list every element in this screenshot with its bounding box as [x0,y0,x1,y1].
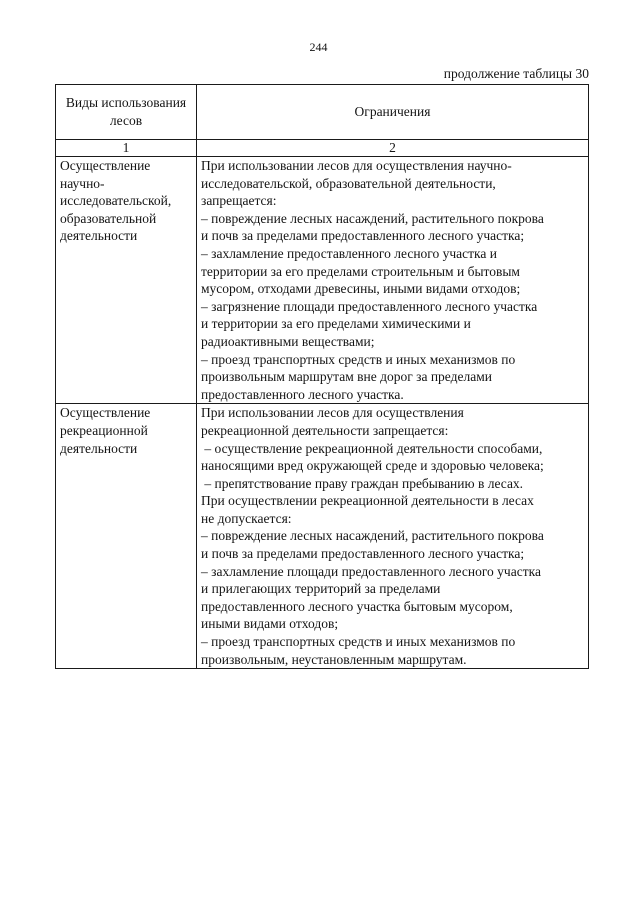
column-number-row [56,140,589,157]
restriction-line: и территории за его пределами химическими и [201,316,471,332]
forest-use-type-line: рекреационной [60,422,148,438]
table-row [56,404,589,669]
restriction-line: При использовании лесов для осуществления научно- [201,158,512,173]
restrictions-cell [197,157,589,404]
page-number: 244 [309,40,328,54]
forest-use-type-line: деятельности [60,440,138,456]
restriction-line: – захламление предоставленного лесного участка и [201,245,497,261]
forest-use-type-line: Осуществление [60,158,151,173]
restriction-line: – захламление площади предоставленного лесного участка [201,563,541,579]
column-number-2: 2 [197,140,589,157]
forest-use-type-line: деятельности [60,228,138,244]
restriction-line: – повреждение лесных насаждений, растительного покрова [201,528,544,544]
restriction-line: радиоактивными веществами; [201,333,375,349]
restriction-line: наносящими вред окружающей среде и здоровью человека; [201,458,544,474]
column-number-1: 1 [56,140,197,157]
restriction-line: произвольным, неустановленным маршрутам. [201,651,467,667]
restriction-line: и почв за пределами предоставленного лесного участка; [201,228,525,244]
restriction-line: – загрязнение площади предоставленного лесного участка [201,298,538,314]
header-forest-use-types: Виды использования лесов [56,85,197,140]
restriction-line: запрещается: [201,193,277,209]
restriction-line: – проезд транспортных средств и иных механизмов по [201,634,516,650]
restrictions-cell [197,404,589,669]
restriction-line: и почв за пределами предоставленного лесного участка; [201,546,525,562]
restriction-line: произвольным маршрутам вне дорог за пределами [201,369,492,385]
restriction-line: предоставленного лесного участка. [201,386,404,402]
restrictions-table [55,84,589,669]
restriction-line: не допускается: [201,510,292,526]
restriction-line: территории за его пределами строительным и бытовым [201,263,520,279]
restriction-line: – повреждение лесных насаждений, растительного покрова [201,210,544,226]
forest-use-type-line: Осуществление [60,405,151,421]
restriction-line: – проезд транспортных средств и иных механизмов по [201,351,516,367]
restriction-line: предоставленного лесного участка бытовым мусором, [201,598,513,614]
table-row [56,157,589,404]
restriction-line: и прилегающих территорий за пределами [201,581,441,597]
forest-use-type-line: образовательной [60,210,157,226]
forest-use-type-cell [56,157,197,404]
restriction-line: – осуществление рекреационной деятельности способами, [201,440,543,456]
header-restrictions: Ограничения [197,85,589,140]
restriction-line: При осуществлении рекреационной деятельности в лесах [201,493,534,509]
restriction-line: иными видами отходов; [201,616,339,632]
restriction-line: При использовании лесов для осуществления [201,405,464,421]
restriction-line: рекреационной деятельности запрещается: [201,422,449,438]
table-header-row [56,85,589,140]
restriction-line: исследовательской, образовательной деятельности, [201,175,496,191]
forest-use-type-cell [56,404,197,669]
table-body [56,157,589,669]
restriction-line: – препятствование праву граждан пребыванию в лесах. [201,475,524,491]
restriction-line: мусором, отходами древесины, иными видами отходов; [201,281,521,297]
forest-use-type-line: исследовательской, [60,193,172,209]
table-continuation-label: продолжение таблицы 30 [443,66,589,81]
forest-use-type-line: научно- [60,175,105,191]
